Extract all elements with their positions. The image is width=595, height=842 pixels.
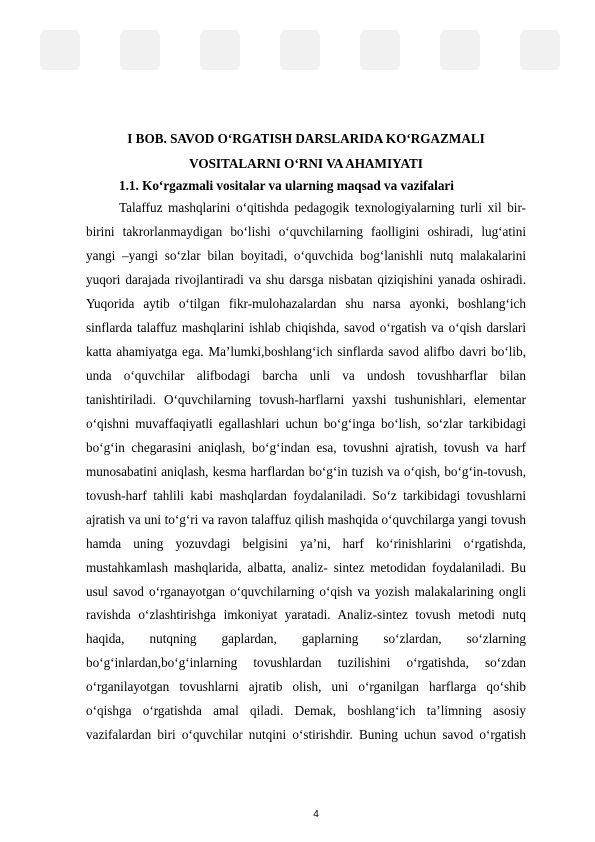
body-line: mustahkamlash mashqlarida, albatta, analiz- sintez metodidan foydalaniladi. Bu	[86, 559, 526, 575]
chapter-title-line-1: I BOB. SAVOD O‘RGATISH DARSLARIDA KO‘RGAZMALI	[127, 131, 485, 146]
body-line: unda o‘quvchilar alifbodagi barcha unli va undosh tovushharflar bilan	[86, 367, 526, 383]
page-number: 4	[313, 809, 319, 820]
body-line: usul savod o‘rganayotgan o‘quvchilarning o‘qish va yozish malakalarining ongli	[86, 583, 526, 599]
body-line: sinflarda talaffuz mashqlarini ishlab chiqishda, savod o‘rgatish va o‘qish darslari	[86, 319, 526, 335]
body-line: bo‘g‘inlardan,bo‘g‘inlarning tovushlardan tuzilishini o‘rgatishda, so‘zdan	[86, 655, 526, 671]
body-paragraph	[86, 196, 526, 747]
body-line: katta ahamiyatga ega. Ma’lumki,boshlang‘ich sinflarda savod alifbo davri bo‘lib,	[86, 343, 526, 359]
body-line: Yuqorida aytib o‘tilgan fikr-mulohazalardan shu narsa ayonki, boshlang‘ich	[86, 295, 526, 311]
chapter-title-line-2: VOSITALARNI O‘RNI VA AHAMIYATI	[189, 156, 423, 171]
body-line: o‘qishga o‘rgatishda amal qiladi. Demak, boshlang‘ich ta’limning asosiy	[86, 703, 526, 719]
section-title: 1.1. Ko‘rgazmali vositalar va ularning maqsad va vazifalari	[119, 178, 454, 193]
watermark-logo-icon	[0, 0, 595, 100]
body-line: tanishtiriladi. O‘quvchilarning tovush-harflarni yaxshi tushunishlari, elementar	[86, 391, 526, 407]
body-line: yuqori darajada rivojlantiradi va shu darsga nisbatan qiziqishini yanada oshiradi.	[86, 271, 526, 287]
body-line: vazifalardan biri o‘quvchilar nutqini o‘stirishdir. Buning uchun savod o‘rgatish	[86, 727, 526, 743]
body-line: haqida, nutqning gaplardan, gaplarning so‘zlardan, so‘zlarning	[86, 631, 526, 647]
body-line: o‘qishni muvaffaqiyatli egallashlari uchun bo‘g‘inga bo‘lish, so‘zlar tarkibidagi	[86, 415, 526, 431]
body-line: munosabatini aniqlash, kesma harflardan bo‘g‘in tuzish va o‘qish, bo‘g‘in-tovush,	[86, 463, 526, 479]
body-line: hamda uning yozuvdagi belgisini ya’ni, harf ko‘rinishlarini o‘rgatishda,	[86, 535, 526, 551]
chapter-title	[86, 126, 526, 176]
body-line: ajratish va uni to‘g‘ri va ravon talaffuz qilish mashqida o‘quvchilarga yangi tovush	[86, 511, 526, 527]
body-line: yangi –yangi so‘zlar bilan boyitadi, o‘quvchida bog‘lanishli nutq malakalarini	[86, 247, 526, 263]
body-line: Talaffuz mashqlarini o‘qitishda pedagogik texnologiyalarning turli xil bir-	[119, 200, 526, 215]
body-line: o‘rganilayotgan tovushlarni ajratib olish, uni o‘rganilgan harflarga qo‘shib	[86, 679, 526, 695]
body-line: tovush-harf tahlili kabi mashqlardan foydalaniladi. So‘z tarkibidagi tovushlarni	[86, 487, 526, 503]
body-line: birini takrorlanmaydigan bo‘lishi o‘quvchilarning faolligini oshiradi, lug‘atini	[86, 223, 526, 239]
body-line: ravishda o‘zlashtirishga imkoniyat yaratadi. Analiz-sintez tovush metodi nutq	[86, 607, 526, 623]
body-line: bo‘g‘in chegarasini aniqlash, bo‘g‘indan esa, tovushni ajratish, tovush va harf	[86, 439, 526, 455]
